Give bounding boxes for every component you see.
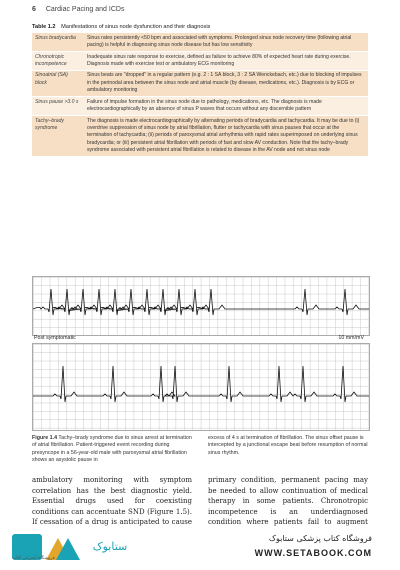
logo-text: ستابوک [92, 540, 128, 553]
table-row [32, 33, 368, 51]
strip-label-left: Post symptomatic [34, 335, 76, 341]
ecg-trace-top [33, 277, 369, 335]
row-term: Sinus bradycardia [32, 33, 84, 51]
logo-subtitle: فروشگاه اینترنتی کتاب [12, 556, 55, 561]
row-description: Inadequate sinus rate response to exercise, defined as failure to achieve 80% of expected heart rate during exercise. Diagnosis made with exercise test or ambulatory ECG monitoring [84, 51, 368, 70]
sinus-node-dysfunction-table [32, 33, 368, 157]
row-term: Tachy–brady syndrome [32, 116, 84, 157]
publisher-footer [0, 526, 400, 570]
table-label: Table 1.2 [32, 24, 56, 30]
row-description: Sinus rates persistently <50 bpm and associated with symptoms. Prolonged sinus node recovery time (following atrial pacing) is helpful in diagnosing sinus node disease but has low sensitivity [84, 33, 368, 51]
page-number: 6 [32, 6, 36, 13]
table-row [32, 97, 368, 116]
figure-label: Figure 1.4 [32, 435, 58, 441]
body-column-right: primary condition, permanent pacing may be needed to allow continuation of medical therapy in some patients. Chronotropic incompetence is an underdiagnosed condition where patients fail to augment [208, 476, 368, 526]
row-description: Sinus beats are "dropped" in a regular pattern (e.g. 2 : 1 SA block, 3 : 2 SA Wenckebach, etc.) due to blocking of impulses in the perinodal area between the sinus node and atrial muscle (by disease, medications, etc.). Diagnosis is by ECG or ambulatory monitoring [84, 70, 368, 96]
row-term: Sinoatrial (SA) block [32, 70, 84, 96]
table-caption [32, 24, 210, 30]
body-column-left: ambulatory monitoring with symptom correlation has the best diagnostic yield. Essential drugs used for coexisting conditions can accentuate SND (Figure 1.5). If cessation of a drug is anticipated to cause [32, 476, 192, 526]
figure-caption-text-left: Tachy–brady syndrome due to sinus arrest at termination of atrial fibrillation. Patient-triggered event recording during presyncope in a 56-year-old male with paroxysmal atrial fibrillation shows an asystolic pause in [32, 435, 192, 464]
row-description: Failure of impulse formation in the sinus node due to pathology, medications, etc. The diagnosis is made electrocardiographically by an absence of sinus P waves that occurs without any discernible pattern [84, 97, 368, 116]
row-description: The diagnosis is made electrocardiographically by alternating periods of bradycardia and tachycardia. It may be due to (i) overdrive suppression of sinus node by atrial fibrillation, flutter or tachycardia with sinus pauses that occur at the termination of tachycardia; (ii) periods of paroxysmal atrial arrhythmia with rapid rates superimposed on underlying sinus bradycardia; or (iii) persistent atrial fibrillation with periods of fast and slow AV conduction. Note that the tachy–brady syndrome associated with persistent atrial fibrillation is related to disease in the AV node and not sinus node [84, 116, 368, 157]
ecg-trace-bottom [33, 344, 369, 430]
table-row [32, 51, 368, 70]
table-row [32, 116, 368, 157]
store-name: فروشگاه کتاب پزشکی ستابوک [268, 534, 372, 543]
figure-caption-right: excess of 4 s at termination of fibrillation. The sinus offset pause is intercepted by a junctional escape beat before resumption of normal sinus rhythm. [208, 435, 368, 456]
row-term: Chronotropic incompetence [32, 51, 84, 70]
row-term: Sinus pause >3.0 s [32, 97, 84, 116]
table-caption-text: Manifestations of sinus node dysfunction and their diagnosis [61, 24, 211, 30]
running-title: Cardiac Pacing and ICDs [45, 6, 125, 13]
running-header [32, 6, 124, 13]
table-row [32, 70, 368, 96]
strip-label-right: 10 mm/mV [338, 335, 364, 341]
ecg-strip-top [32, 276, 370, 336]
figure-caption-left [32, 435, 192, 465]
ecg-strip-bottom [32, 343, 370, 431]
store-url-link[interactable]: WWW.SETABOOK.COM [254, 548, 372, 558]
